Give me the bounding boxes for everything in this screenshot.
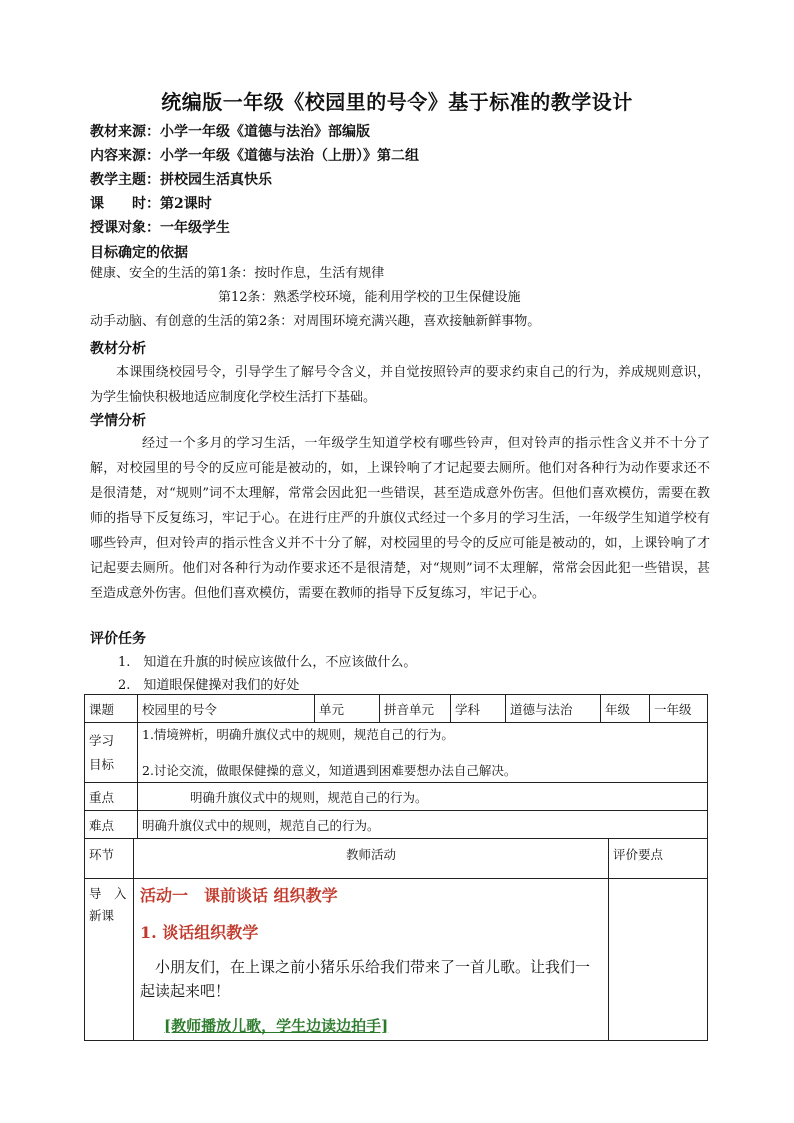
goal-2: 2.讨论交流，做眼保健操的意义，知道遇到困难要想办法自己解决。 (142, 762, 517, 778)
cell-unit-label: 单元 (315, 695, 380, 723)
header-teacher: 教师活动 (134, 839, 609, 879)
cell-focus-label: 重点 (85, 783, 138, 811)
eval-item: 2. 知道眼保健操对我们的好处 (118, 678, 300, 693)
basis-line: 动手动脑、有创意的生活的第2条：对周围环境充满兴趣，喜欢接触新鲜事物。 (90, 314, 541, 329)
meta-audience: 授课对象：一年级学生 (90, 220, 230, 236)
cell-goal-label (85, 723, 138, 783)
cell-unit: 拼音单元 (380, 695, 451, 723)
analysis-text: 本课围绕校园号令，引导学生了解号令含义，并自觉按照铃声的要求约束自己的行为，养成规则意识，为学生愉快积极地适应制度化学校生活打下基础。 (90, 365, 710, 405)
goal-1: 1.情境辨析，明确升旗仪式中的规则，规范自己的行为。 (142, 726, 454, 742)
header-eval: 评价要点 (609, 839, 708, 879)
cell-difficulty-label: 难点 (85, 811, 138, 839)
student-text: 经过一个多月的学习生活，一年级学生知道学校有哪些铃声，但对铃声的指示性含义并不十分了解，对校园里的号令的反应可能是被动的，如，上课铃响了才记起要去厕所。他们对各种行为动作要求还不是很清楚，对“规则”词不太理解，常常会因此犯一些错误，甚至造成意外伤害。但他们喜欢模仿，需要在教师的指导下反复练习，牢记于心。在进行庄严的升旗仪式经过一个多月的学习生活，一年级学生知道学校有哪些铃声，但对铃声的指示性含义并不十分了解，对校园里的号令的反应可能是被动的，如，上课铃响了才记起要去厕所。他们对各种行为动作要求还不是很清楚，对“规则”词不太理解，常常会因此犯一些错误，甚至造成意外伤害。但他们喜欢模仿，需要在教师的指导下反复练习，牢记于心。 (90, 436, 710, 601)
eval-heading: 评价任务 (90, 631, 146, 647)
header-stage: 环节 (85, 839, 134, 879)
cell-stage (85, 879, 134, 1041)
eval-item: 1. 知道在升旗的时候应该做什么，不应该做什么。 (118, 655, 417, 670)
activity-body: 小朋友们，在上课之前小猪乐乐给我们带来了一首儿歌。让我们一起读起来吧！ (140, 958, 591, 1000)
meta-theme: 教学主题：拼校园生活真快乐 (90, 172, 272, 188)
lesson-info-table (84, 694, 708, 839)
goal-label-1: 学习 (89, 732, 115, 748)
cell-eval-points (609, 879, 708, 1041)
meta-period: 课 时：第2课时 (90, 196, 212, 212)
stage-line-1: 导 入 (89, 886, 127, 901)
cell-focus: 明确升旗仪式中的规则，规范自己的行为。 (138, 783, 708, 811)
cell-grade: 一年级 (650, 695, 708, 723)
goal-label-2: 目标 (89, 756, 115, 772)
document-title: 统编版一年级《校园里的号令》基于标准的教学设计 (161, 90, 633, 114)
cell-difficulty: 明确升旗仪式中的规则，规范自己的行为。 (138, 811, 708, 839)
cell-subject-label: 学科 (451, 695, 506, 723)
activity-title: 活动一 课前谈话 组织教学 (140, 886, 338, 905)
activity-table (84, 838, 708, 1041)
activity-note: [教师播放儿歌，学生边读边拍手] (164, 1017, 389, 1035)
basis-line: 第12条：熟悉学校环境，能利用学校的卫生保健设施 (218, 290, 521, 305)
student-heading: 学情分析 (90, 413, 146, 429)
cell-grade-label: 年级 (601, 695, 650, 723)
basis-line: 健康、安全的生活的第1条：按时作息，生活有规律 (90, 266, 385, 281)
basis-heading: 目标确定的依据 (90, 245, 188, 261)
cell-goals (138, 723, 708, 783)
cell-subject: 道德与法治 (506, 695, 601, 723)
stage-line-2: 新课 (89, 908, 115, 923)
cell-teacher-activity (134, 879, 609, 1041)
activity-subtitle: 1. 谈话组织教学 (140, 923, 259, 942)
cell-topic: 校园里的号令 (138, 695, 315, 723)
cell-topic-label: 课题 (85, 695, 138, 723)
meta-source: 教材来源：小学一年级《道德与法治》部编版 (90, 124, 370, 140)
meta-content: 内容来源：小学一年级《道德与法治（上册）》第二组 (90, 148, 419, 164)
analysis-heading: 教材分析 (90, 341, 146, 357)
